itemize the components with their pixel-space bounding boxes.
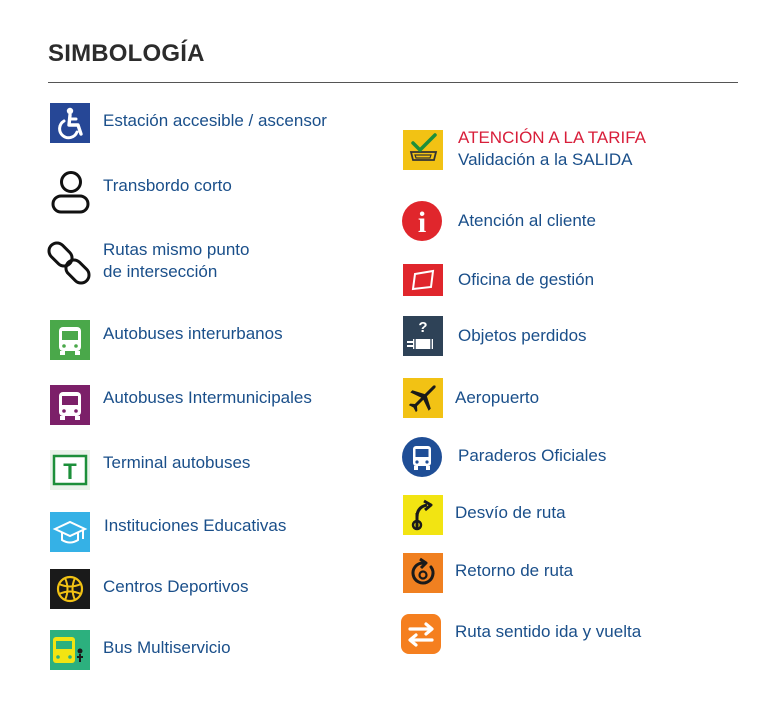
legend-item-multiservice [50,630,231,670]
legend-label: Retorno de ruta [455,561,574,580]
legend-label [458,127,646,171]
legend-label: Desvío de ruta [455,503,566,522]
legend-label: Estación accesible / ascensor [103,111,327,130]
legend-item-round-trip [401,614,641,654]
legend-label: Ruta sentido ida y vuelta [455,622,642,641]
legend-label-line2: de intersección [103,262,218,281]
legend-label: Aeropuerto [455,388,540,407]
legend-label-line1: Rutas mismo punto [103,240,250,259]
page-title: SIMBOLOGÍA [48,40,205,67]
legend-label: Oficina de gestión [458,270,595,289]
intermunicipal-bus-icon [50,385,90,425]
wheelchair-icon [50,103,90,143]
legend-item-intersection [47,240,249,286]
legend-label: Paraderos Oficiales [458,446,607,465]
legend-label: Centros Deportivos [103,577,249,596]
legend-label: Objetos perdidos [458,326,587,345]
svg-text:T: T [63,459,77,484]
sports-ball-icon [50,569,90,609]
round-trip-icon [401,614,441,654]
detour-icon [403,495,443,535]
legend-item-detour [403,495,566,535]
legend-label: Transbordo corto [103,176,232,195]
legend-label: Autobuses interurbanos [103,324,283,343]
legend-label: Atención al cliente [458,211,596,230]
legend-item-intermunicipal [50,385,312,425]
legend-label: Autobuses Intermunicipales [103,388,312,407]
short-transfer-icon [50,170,90,216]
lost-objects-icon [403,316,443,356]
multiservice-bus-icon [50,630,90,670]
fare-warning-text: ATENCIÓN A LA TARIFA [458,128,647,147]
ticket-validation-icon [403,130,443,170]
title-divider [48,82,738,83]
legend-item-office [403,260,594,300]
interurban-bus-icon [50,320,90,360]
legend-label: Terminal autobuses [103,453,251,472]
official-stop-icon [402,437,442,477]
legend-item-official-stops [402,437,606,477]
info-icon [402,201,442,241]
legend-item-education [50,512,286,552]
legend-label [103,239,249,283]
svg-text:i: i [417,206,427,239]
validation-text: Validación a la SALIDA [458,150,633,169]
legend-item-interurban [50,320,283,360]
legend-item-return [403,553,573,593]
legend-item-terminal [50,450,250,490]
legend-item-short-transfer [50,170,232,216]
legend-item-accessible [50,103,327,143]
terminal-icon [50,450,90,490]
return-icon [403,553,443,593]
legend-label: Instituciones Educativas [104,516,287,535]
legend-item-info [402,201,596,241]
svg-text:?: ? [418,319,428,336]
legend-item-sports [50,569,249,609]
legend-item-lost-objects [403,316,587,356]
airplane-icon [403,378,443,418]
office-icon [403,260,443,300]
intersection-icon [47,240,91,286]
legend-item-ticket-validation [403,129,646,171]
legend-label: Bus Multiservicio [103,638,231,657]
graduation-cap-icon [50,512,90,552]
legend-item-airport [403,378,539,418]
